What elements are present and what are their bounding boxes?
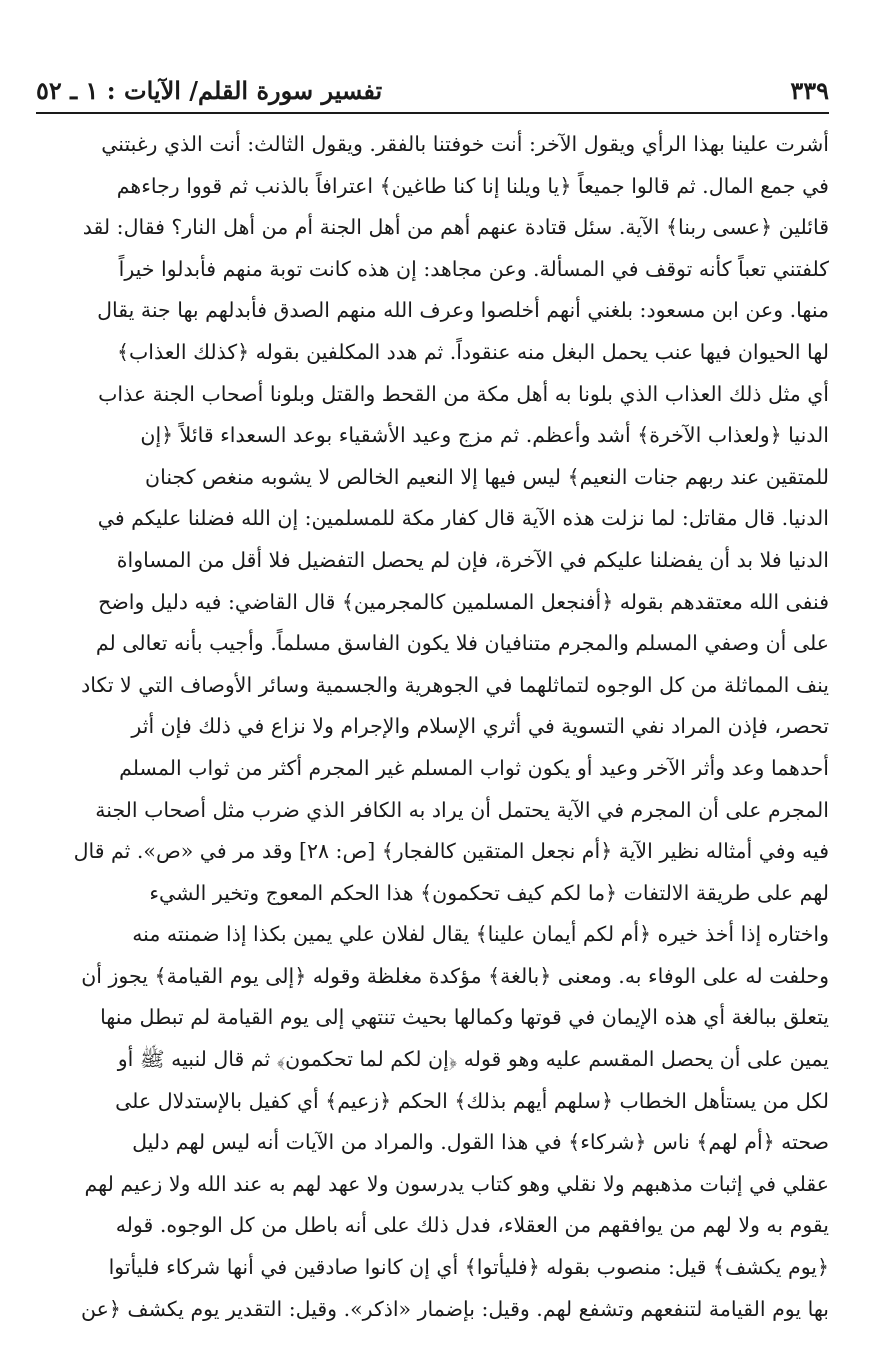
page-number: ٣٣٩ — [790, 75, 829, 105]
text-line: بها يوم القيامة لتنفعهم وتشفع لهم. وقيل: بإضمار «اذكر». وقيل: التقدير يوم يكشف ﴿عن — [81, 1296, 829, 1321]
text-line: في جمع المال. ثم قالوا جميعاً ﴿يا ويلنا إنا كنا طاغين﴾ اعترافاً بالذنب ثم قووا رجاءهم — [116, 173, 829, 198]
text-line: كلفتني تعباً كأنه توقف في المسألة. وعن مجاهد: إن هذه كانت توبة منهم فأبدلوا خيراً — [118, 256, 829, 281]
page-body-text — [36, 124, 829, 1330]
text-line: الدنيا ﴿ولعذاب الآخرة﴾ أشد وأعظم. ثم مزج وعيد الأشقياء بوعد السعداء قائلاً ﴿إن — [140, 423, 829, 448]
text-line: الدنيا فلا بد أن يفضلنا عليكم في الآخرة، فإن لم يحصل التفضيل فلا أقل من المساواة — [116, 547, 829, 572]
text-line: فيه وفي أمثاله نظير الآية ﴿أم نجعل المتقين كالفجار﴾ [ص: ٢٨] وقد مر في «ص». ثم قال — [73, 839, 829, 864]
text-line: ﴿يوم يكشف﴾ قيل: منصوب بقوله ﴿فليأتوا﴾ أي إن كانوا صادقين في أنها شركاء فليأتوا — [108, 1255, 829, 1280]
text-line: أي مثل ذلك العذاب الذي بلونا به أهل مكة من القحط والقتل وبلونا أصحاب الجنة عذاب — [98, 381, 829, 406]
text-line: يتعلق ببالغة أي هذه الإيمان في قوتها وكمالها بحيث تنتهي إلى يوم القيامة لم تبطل منها — [100, 1005, 829, 1030]
text-line: منها. وعن ابن مسعود: بلغني أنهم أخلصوا وعرف الله منهم الصدق فأبدلهم بها جنة يقال — [97, 298, 829, 323]
text-line: فنفى الله معتقدهم بقوله ﴿أفنجعل المسلمين كالمجرمين﴾ قال القاضي: فيه دليل واضح — [98, 589, 829, 614]
text-line: ينف المماثلة من كل الوجوه لتماثلهما في الجوهرية والجسمية وسائر الأوصاف التي لا تكاد — [81, 672, 829, 697]
text-line: أشرت علينا بهذا الرأي ويقول الآخر: أنت خوفتنا بالفقر. ويقول الثالث: أنت الذي رغبتني — [101, 132, 829, 156]
text-line: الدنيا. قال مقاتل: لما نزلت هذه الآية قال كفار مكة للمسلمين: إن الله فضلنا عليكم في — [97, 506, 829, 531]
text-line: أحدهما وعد وأثر الآخر وعيد أو يكون ثواب المسلم غير المجرم أكثر من ثواب المسلم — [119, 755, 829, 780]
running-title: تفسير سورة القلم/ الآيات : ١ ـ ٥٢ — [36, 75, 383, 105]
text-line: يمين على أن يحصل المقسم عليه وهو قوله ﴿إن لكم لما تحكمون﴾ ثم قال لنبيه ﷺ أو — [117, 1047, 829, 1072]
text-line: وحلفت له على الوفاء به. ومعنى ﴿بالغة﴾ مؤكدة مغلظة وقوله ﴿إلى يوم القيامة﴾ يجوز أن — [81, 963, 829, 988]
text-line: واختاره إذا أخذ خيره ﴿أم لكم أيمان علينا﴾ يقال لفلان علي يمين بكذا إذا ضمنته منه — [132, 922, 829, 947]
text-line: عقلي في إثبات مذهبهم ولا نقلي وهو كتاب يدرسون ولا عهد لهم به عند الله ولا زعيم لهم — [84, 1171, 829, 1196]
text-line: تحصر، فإذن المراد نفي التسوية في أثري الإسلام والإجرام ولا نزاع في ذلك فإن أثر — [131, 714, 829, 739]
text-line: قائلين ﴿عسى ربنا﴾ الآية. سئل قتادة عنهم أهم من أهل الجنة أم من أهل النار؟ فقال: لقد — [82, 215, 829, 240]
page-header — [36, 70, 829, 110]
text-line: للمتقين عند ربهم جنات النعيم﴾ ليس فيها إلا النعيم الخالص لا يشوبه منغص كجنان — [145, 464, 829, 489]
text-line: صحته ﴿أم لهم﴾ ناس ﴿شركاء﴾ في هذا القول. والمراد من الآيات أنه ليس لهم دليل — [132, 1130, 829, 1155]
text-line: على أن وصفي المسلم والمجرم متنافيان فلا يكون الفاسق مسلماً. وأجيب بأنه تعالى لم — [95, 631, 829, 656]
text-line: لهم على طريقة الالتفات ﴿ما لكم كيف تحكمون﴾ هذا الحكم المعوج وتخير الشيء — [149, 880, 829, 905]
header-divider — [36, 112, 829, 114]
text-line: لكل من يستأهل الخطاب ﴿سلهم أيهم بذلك﴾ الحكم ﴿زعيم﴾ أي كفيل بالإستدلال على — [115, 1088, 829, 1113]
text-line: لها الحيوان فيها عنب يحمل البغل منه عنقوداً. ثم هدد المكلفين بقوله ﴿كذلك العذاب﴾ — [117, 339, 829, 364]
text-line: يقوم به ولا لهم من يوافقهم من العقلاء، فدل ذلك على أنه باطل من كل الوجوه. قوله — [115, 1213, 829, 1238]
text-line: المجرم على أن المجرم في الآية يحتمل أن يراد به الكافر الذي ضرب مثل أصحاب الجنة — [95, 797, 829, 822]
